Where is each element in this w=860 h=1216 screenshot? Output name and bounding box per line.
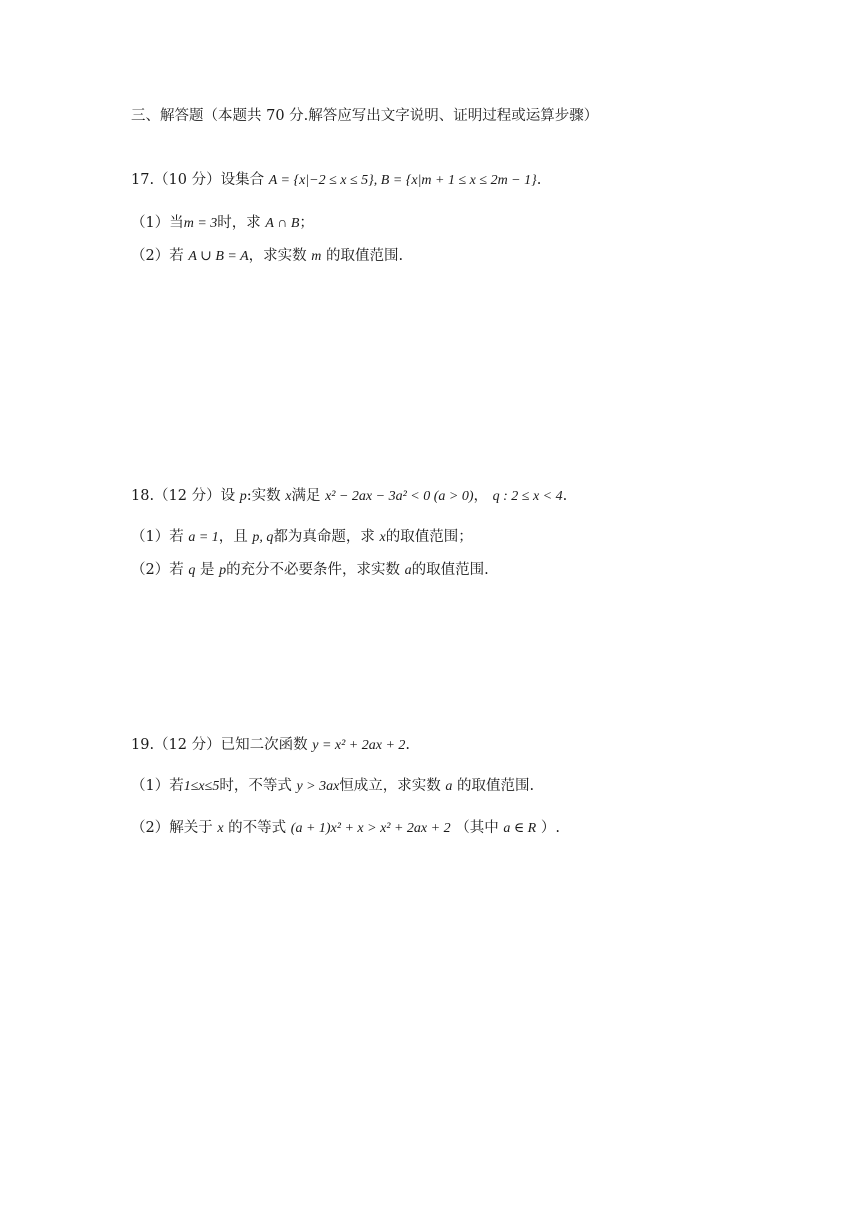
part-text: 时，求 <box>217 215 261 231</box>
part-label: （1）若 <box>131 529 184 545</box>
math-expression: p, q <box>252 530 274 545</box>
problem-intro: 设 <box>220 488 236 504</box>
problem-intro: 已知二次函数 <box>220 737 308 753</box>
problem-number: 17.（10 分） <box>131 172 221 188</box>
section-heading <box>131 106 598 126</box>
math-expression: x <box>285 489 292 504</box>
part-label: （2）若 <box>131 562 184 578</box>
problem-17-part-2 <box>131 246 403 267</box>
problem-end: . <box>562 488 568 504</box>
section-heading-text: 三、解答题（本题共 70 分.解答应写出文字说明、证明过程或运算步骤） <box>131 108 599 124</box>
math-expression: m = 3 <box>183 216 218 231</box>
part-end: ； <box>299 215 314 231</box>
problem-19-part-1 <box>131 776 534 797</box>
problem-17-part-1 <box>131 213 314 234</box>
part-text: ，求实数 <box>248 248 307 264</box>
problem-number: 19.（12 分） <box>131 737 221 753</box>
math-expression: a = 1 <box>188 530 219 545</box>
problem-end: . <box>536 172 542 188</box>
part-end: 的取值范围； <box>385 529 473 545</box>
math-expression: p <box>219 563 227 578</box>
math-expression: a <box>445 779 453 794</box>
part-label: （1）当 <box>131 215 184 231</box>
part-label: （1）若 <box>131 778 184 794</box>
math-expression: y = x² + 2ax + 2 <box>312 738 406 753</box>
math-expression: (a + 1)x² + x > x² + 2ax + 2 <box>290 821 451 836</box>
part-end: 的取值范围. <box>457 778 535 794</box>
math-expression: p <box>239 489 247 504</box>
part-text: 都为真命题，求 <box>273 529 375 545</box>
math-expression: a ∈ R <box>503 821 537 836</box>
math-expression: A ∩ B <box>265 216 300 231</box>
part-end: 的取值范围. <box>411 562 489 578</box>
math-expression: y > 3ax <box>296 779 340 794</box>
math-expression: x² − 2ax − 3a² < 0 (a > 0) <box>325 489 474 504</box>
problem-19-stem <box>131 735 410 756</box>
part-label: （2）若 <box>131 248 184 264</box>
part-text: （其中 <box>455 820 499 836</box>
problem-end: . <box>405 737 411 753</box>
math-expression: x <box>217 821 224 836</box>
math-expression: m <box>311 249 322 264</box>
problem-text: :实数 <box>246 488 281 504</box>
problem-18-part-2 <box>131 560 489 581</box>
math-expression: 1≤x≤5 <box>183 779 220 794</box>
problem-17-stem <box>131 170 541 191</box>
part-text: 时，不等式 <box>219 778 292 794</box>
part-label: （2）解关于 <box>131 820 213 836</box>
problem-text: ， <box>473 488 488 504</box>
part-text: ，且 <box>218 529 248 545</box>
math-expression: q : 2 ≤ x < 4 <box>492 489 563 504</box>
part-text: 恒成立，求实数 <box>339 778 441 794</box>
problem-number: 18.（12 分） <box>131 488 221 504</box>
math-expression: A ∪ B = A <box>188 249 249 264</box>
part-end: ）. <box>540 820 560 836</box>
math-expression: q <box>188 563 196 578</box>
problem-19-part-2 <box>131 818 560 839</box>
problem-text: 满足 <box>291 488 321 504</box>
part-text: 的不等式 <box>228 820 287 836</box>
problem-18-part-1 <box>131 527 473 548</box>
problem-18-stem <box>131 486 567 507</box>
part-text: 的充分不必要条件，求实数 <box>226 562 401 578</box>
math-expression: A = {x|−2 ≤ x ≤ 5}, B = {x|m + 1 ≤ x ≤ 2m − 1} <box>268 173 537 188</box>
math-expression: a <box>404 563 412 578</box>
math-expression: x <box>379 530 386 545</box>
part-text: 是 <box>199 562 215 578</box>
part-end: 的取值范围. <box>326 248 404 264</box>
problem-intro: 设集合 <box>220 172 265 188</box>
